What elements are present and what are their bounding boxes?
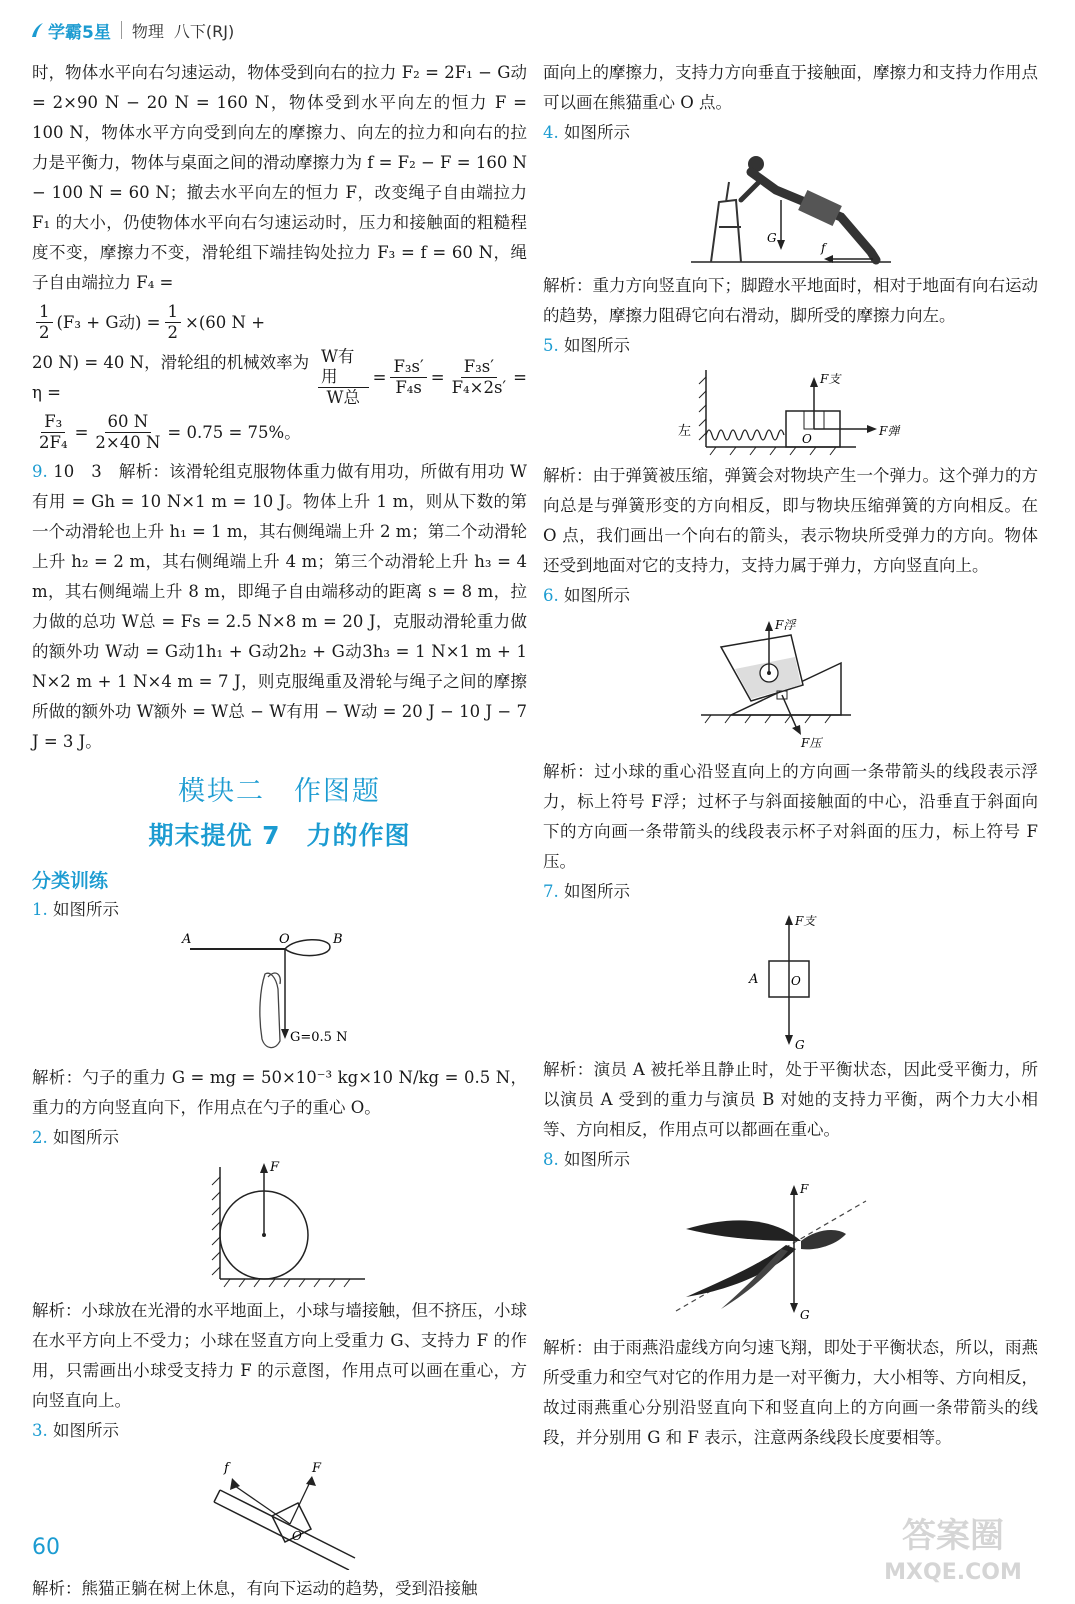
question-1-answer: 解析：勺子的重力 G = mg = 50×10⁻³ kg×10 N/kg = 0.5 N，重力的方向竖直向下，作用点在勺子的重心 O。: [32, 1068, 527, 1117]
question-5-title: 5. 如图所示: [543, 336, 630, 355]
figure-performer-forces: [691, 911, 891, 1051]
question-5-answer: 解析：由于弹簧被压缩，弹簧会对物块产生一个弹力。这个弹力的方向总是与弹簧形变的方向相反，即与物块压缩弹簧的方向相反。在 O 点，我们画出一个向右的箭头，表示物块所受弹力的方向。物体还受到地面对它的支持力，支持力属于弹力，方向竖直向上。: [543, 466, 1038, 575]
question-7-title: 7. 如图所示: [543, 882, 630, 901]
label-F: F: [269, 1160, 279, 1175]
figure-spoon-gravity: [180, 929, 380, 1059]
label-F-pressure: F压: [800, 736, 821, 750]
label-A: A: [181, 932, 191, 947]
question-3-answer-cont: 面向上的摩擦力，支持力方向垂直于接触面，摩擦力和支持力作用点可以画在熊猫重心 O 点。: [543, 63, 1038, 112]
fraction: $\frac{\text{W有用}}{\text{W总}}$: [318, 347, 369, 408]
label-F-spring: F弹: [878, 424, 899, 438]
label-F: F: [311, 1461, 321, 1476]
label-f: f: [223, 1461, 229, 1476]
module-title: 模块二 作图题: [178, 776, 381, 807]
figure-swallow-flight: [666, 1179, 916, 1329]
question-2-title: 2. 如图所示: [32, 1128, 119, 1147]
question-8-answer: 解析：由于雨燕沿虚线方向匀速飞翔，即处于平衡状态，所以，雨燕所受重力和空气对它的作用力是一对平衡力，大小相等、方向相反，故过雨燕重心分别沿竖直向下和竖直向上的方向画一条带箭头的线段，并分别用 G 和 F 表示，注意两条线段长度要相等。: [543, 1338, 1038, 1447]
page-header: [30, 14, 510, 46]
label-O: O: [790, 974, 801, 988]
header-divider: [121, 21, 122, 39]
fraction: $\frac{\text{F₃s′}}{\text{F₄s}}$: [390, 357, 426, 398]
figure-cup-incline: [691, 615, 891, 753]
figure-ball-wall: [180, 1157, 380, 1292]
fraction: $\frac{1}{2}$: [36, 302, 53, 343]
label-O: O: [291, 1529, 302, 1543]
brand-mark-icon: [30, 21, 44, 39]
label-G: G: [766, 231, 777, 245]
solution-text-1: 时，物体水平向右匀速运动，物体受到向右的拉力 F₂ = 2F₁ − G动 = 2×90 N − 20 N = 160 N，物体受到水平向左的恒力 F = 100 N，物体水平方向受到向左的摩擦力、向左的拉力和向右的拉力是平衡力，物体与桌面之间的滑动摩擦力为 f = F₂ − F = 160 N − 100 N = 60 N；撤去水平向左的恒力 F，改变绳子自由端拉力 F₁ 的大小，仍使物体水平向右匀速运动时，压力和接触面的粗糙程度不变，摩擦力不变，滑轮组下端挂钩处拉力 F₃ = f = 60 N，绳子自由端拉力 F₄ =: [32, 63, 527, 292]
label-F-support: F支: [819, 372, 840, 386]
label-F-support: F支: [794, 914, 815, 928]
fraction: $\frac{\text{F₃s′}}{\text{F₄×2s′}}$: [451, 357, 507, 397]
question-1-title: 1. 如图所示: [32, 900, 119, 919]
question-3-title: 3. 如图所示: [32, 1421, 119, 1440]
header-grade: 八下(RJ): [173, 21, 235, 41]
fraction: $\frac{60 N}{2\times 40 N}$: [95, 412, 161, 452]
label-G: G=0.5 N: [289, 1030, 347, 1045]
figure-spring-block: [676, 365, 906, 457]
brand-logo: [30, 18, 111, 43]
label-G: G: [794, 1038, 805, 1051]
question-6-title: 6. 如图所示: [543, 586, 630, 605]
label-left: 左: [677, 424, 691, 439]
formula-line-2: 20 N) = 40 N，滑轮组的机械效率为 η = $\frac{\text{W有用}}{\text{W总}}$ = $\frac{\text{F₃s′}}{\text{F₄s}}$ = $\frac{\text{F₃s′}}{\text{F₄×2s′}}$ =: [32, 347, 527, 407]
formula-line-3: $\frac{\text{F₃}}{\text{2F₄}}$ = $\frac{60 N}{2\times 40 N}$ = 0.75 = 75%。: [32, 412, 527, 453]
section-title: 期末提优 7 力的作图: [148, 821, 411, 850]
left-column: [32, 58, 527, 1604]
question-3-answer: 解析：熊猫正躺在树上休息，有向下运动的趋势，受到沿接触: [32, 1579, 478, 1598]
question-2-answer: 解析：小球放在光滑的水平地面上，小球与墙接触，但不挤压，小球在水平方向上不受力；小球在竖直方向上受重力 G、支持力 F 的作用，只需画出小球受支持力 F 的示意图，作用点可以画在重心，方向竖直向上。: [32, 1301, 527, 1410]
fraction: $\frac{1}{2}$: [165, 302, 182, 343]
label-O: O: [278, 932, 290, 947]
label-B: B: [332, 932, 343, 947]
question-4-title: 4. 如图所示: [543, 123, 630, 142]
label-A: A: [748, 972, 758, 987]
brand-name: 学霸5星: [48, 22, 111, 43]
label-O: O: [796, 1250, 807, 1264]
page-number: 60: [32, 1535, 60, 1560]
category-heading: 分类训练: [32, 870, 109, 892]
figure-panda-incline: [180, 1450, 380, 1570]
question-9-answer: 9. 10 3 解析：该滑轮组克服物体重力做有用功，所做有用功 W有用 = Gh = 10 N×1 m = 10 J。物体上升 1 m，则从下数的第一个动滑轮也上升 h₁ = 1 m，其右侧绳端上升 2 m；第二个动滑轮上升 h₂ = 2 m，其右侧绳端上升 4 m；第三个动滑轮上升 h₃ = 4 m，其右侧绳端上升 8 m，即绳子自由端移动的距离 s = 8 m，拉力做的总功 W总 = Fs = 2.5 N×8 m = 20 J，克服动滑轮重力做的额外功 W动 = G动1h₁ + G动2h₂ + G动3h₃ = 1 N×1 m + 1 N×2 m + 1 N×4 m = 7 J，则克服绳重及滑轮与绳子之间的摩擦所做的额外功 W额外 = W总 − W有用 − W动 = 20 J − 10 J − 7 J = 3 J。: [32, 462, 527, 751]
label-F-buoyancy: F浮: [774, 618, 795, 632]
watermark-url: MXQE.COM: [884, 1560, 1022, 1585]
label-G: G: [799, 1308, 810, 1322]
right-column: [543, 58, 1038, 1453]
watermark-logo: [853, 1505, 1053, 1590]
header-subject: 物理: [131, 21, 164, 41]
question-4-answer: 解析：重力方向竖直向下；脚蹬水平地面时，相对于地面有向右运动的趋势，摩擦力阻碍它向右滑动，脚所受的摩擦力向左。: [543, 276, 1038, 325]
watermark-title: 答案圈: [902, 1516, 1004, 1556]
question-6-answer: 解析：过小球的重心沿竖直向上的方向画一条带箭头的线段表示浮力，标上符号 F浮；过杯子与斜面接触面的中心，沿垂直于斜面向下的方向画一条带箭头的线段表示杯子对斜面的压力，标上符号 F压。: [543, 762, 1038, 871]
label-f: f: [820, 241, 825, 255]
label-F: F: [799, 1182, 808, 1196]
formula-line-1: $\frac{1}{2}$ (F₃ + G动) = $\frac{1}{2}$ ×(60 N +: [32, 302, 527, 343]
fraction: $\frac{\text{F₃}}{\text{2F₄}}$: [39, 412, 68, 452]
question-8-title: 8. 如图所示: [543, 1150, 630, 1169]
question-7-answer: 解析：演员 A 被托举且静止时，处于平衡状态，因此受平衡力，所以演员 A 受到的重力与演员 B 对她的支持力平衡，两个力大小相等、方向相反，作用点可以都画在重心。: [543, 1060, 1038, 1139]
figure-pushup-chair: [681, 152, 901, 267]
label-O: O: [801, 432, 812, 446]
